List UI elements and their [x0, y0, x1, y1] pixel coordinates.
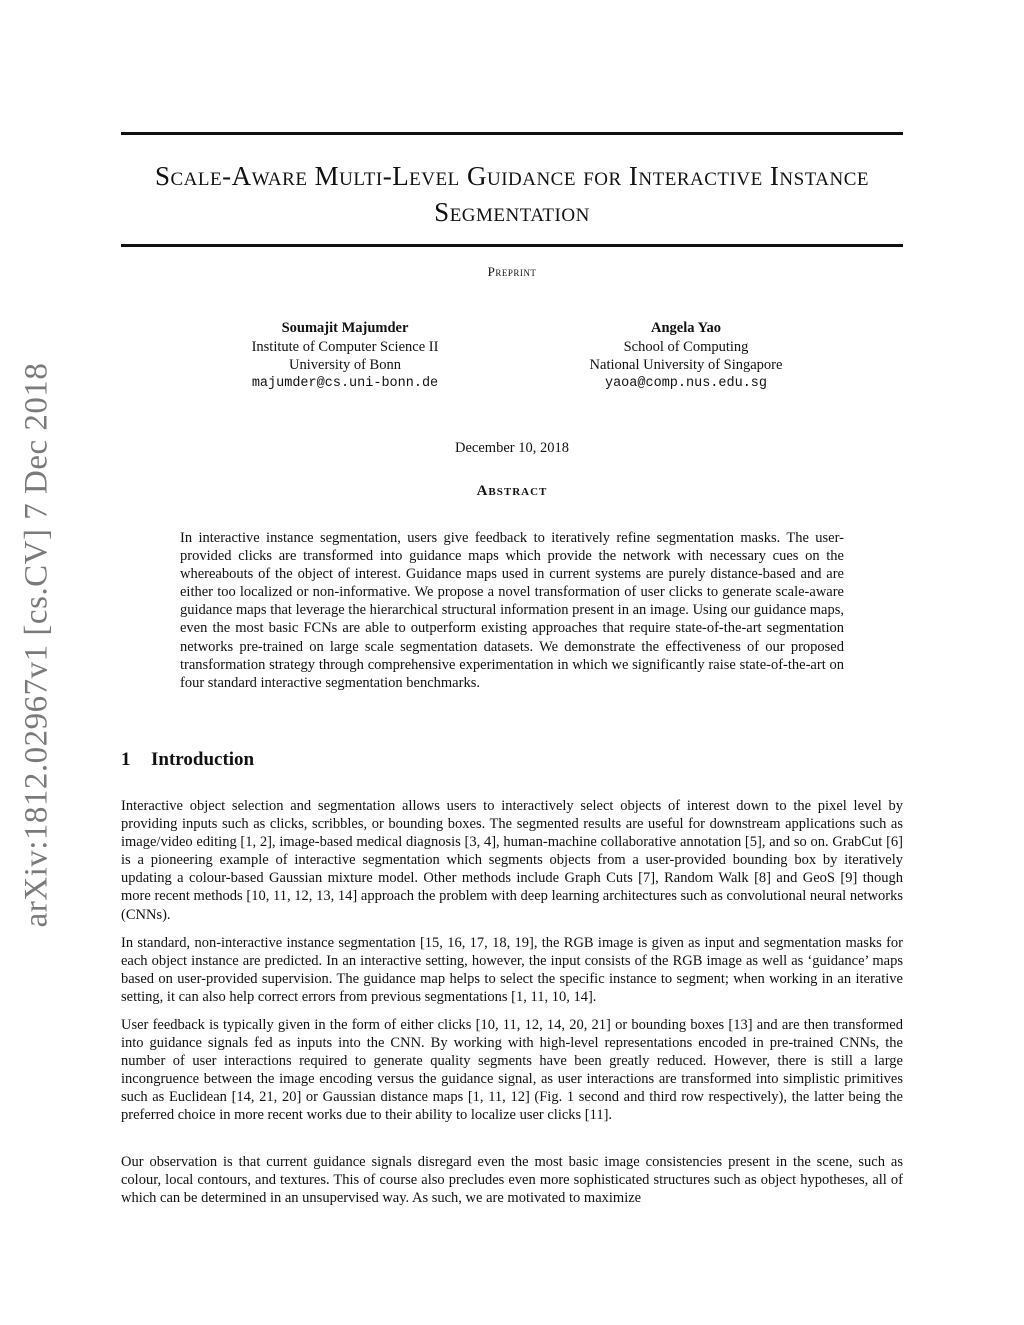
- abstract-heading: Abstract: [476, 483, 548, 499]
- paper-title: Scale-Aware Multi-Level Guidance for Interactive Instance Segmentation: [154, 161, 870, 227]
- section-number: 1: [121, 749, 131, 770]
- author-email[interactable]: yaoa@comp.nus.edu.sg: [604, 375, 768, 391]
- author-affiliation: National University of Singapore: [589, 357, 783, 373]
- body-paragraph: Interactive object selection and segmentation allows users to interactively select objects of interest down to the pixel level by providing inputs such as clicks, scribbles, or bounding boxes. The segmented results are useful for downstream applications such as image/video editing [1, 2], image-based medical diagnosis [3, 4], human-machine collaborative annotation [5], and so on. GrabCut [6] is a pioneering example of interactive segmentation which segments objects from a user-provided bounding box by iteratively updating a colour-based Gaussian mixture model. Other methods include Graph Cuts [7], Random Walk [8] and GeoS [9] though more recent methods [10, 11, 12, 13, 14] approach the problem with deep learning architectures such as convolutional neural networks (CNNs).: [121, 798, 903, 923]
- title-bottom-rule: [121, 244, 903, 247]
- arxiv-identifier: arXiv:1812.02967v1 [cs.CV] 7 Dec 2018: [18, 362, 55, 928]
- body-paragraph: Our observation is that current guidance signals disregard even the most basic image consistencies present in the scene, such as colour, local contours, and textures. This of course also precludes even more sophisticated structures such as object hypotheses, all of which can be determined in an unsupervised way. As such, we are motivated to maximize: [121, 1154, 903, 1207]
- preprint-label: Preprint: [487, 264, 537, 279]
- author-affiliation: School of Computing: [623, 338, 749, 355]
- section-title: Introduction: [151, 749, 255, 770]
- author-affiliation: University of Bonn: [289, 357, 401, 373]
- author-email[interactable]: majumder@cs.uni-bonn.de: [251, 375, 439, 391]
- arxiv-sidebar-stamp: [12, 360, 62, 930]
- author-block-1: [195, 319, 495, 393]
- body-paragraph: User feedback is typically given in the form of either clicks [10, 11, 12, 14, 20, 21] or bounding boxes [13] and are then transformed into guidance signals fed as inputs into the CNN. By working with high-level representations encoded in pre-trained CNNs, the number of user interactions required to generate quality segments have been greatly reduced. However, there is still a large incongruence between the image encoding versus the guidance signal, as user interactions are transformed into simplistic primitives such as Euclidean [14, 21, 20] or Gaussian distance maps [1, 11, 12] (Fig. 1 second and third row respectively), the latter being the preferred choice in more recent works due to their ability to localize user clicks [11].: [121, 1017, 903, 1124]
- author-name: Soumajit Majumder: [281, 320, 409, 336]
- title-top-rule: [121, 132, 903, 135]
- abstract-text: In interactive instance segmentation, users give feedback to iteratively refine segmentation masks. The user-provided clicks are transformed into guidance maps which provide the network with necessary cues on the whereabouts of the object of interest. Guidance maps used in current systems are purely distance-based and are either too localized or non-informative. We propose a novel transformation of user clicks to generate scale-aware guidance maps that leverage the hierarchical structural information present in an image. Using our guidance maps, even the most basic FCNs are able to outperform existing approaches that require state-of-the-art segmentation networks pre-trained on large scale segmentation datasets. We demonstrate the effectiveness of our proposed transformation strategy through comprehensive experimentation in which we significantly raise state-of-the-art on four standard interactive segmentation benchmarks.: [180, 530, 844, 691]
- section-heading: [121, 749, 254, 771]
- paper-date: December 10, 2018: [455, 440, 569, 456]
- body-paragraph: In standard, non-interactive instance segmentation [15, 16, 17, 18, 19], the RGB image is given as input and segmentation masks for each object instance are predicted. In an interactive setting, however, the input consists of the RGB image as well as ‘guidance’ maps based on user-provided supervision. The guidance map helps to select the specific instance to segment; when working in an iterative setting, it can also help correct errors from previous segmentations [1, 11, 10, 14].: [121, 935, 903, 1006]
- author-affiliation: Institute of Computer Science II: [251, 338, 439, 355]
- author-block-2: [536, 319, 836, 393]
- author-name: Angela Yao: [651, 320, 721, 336]
